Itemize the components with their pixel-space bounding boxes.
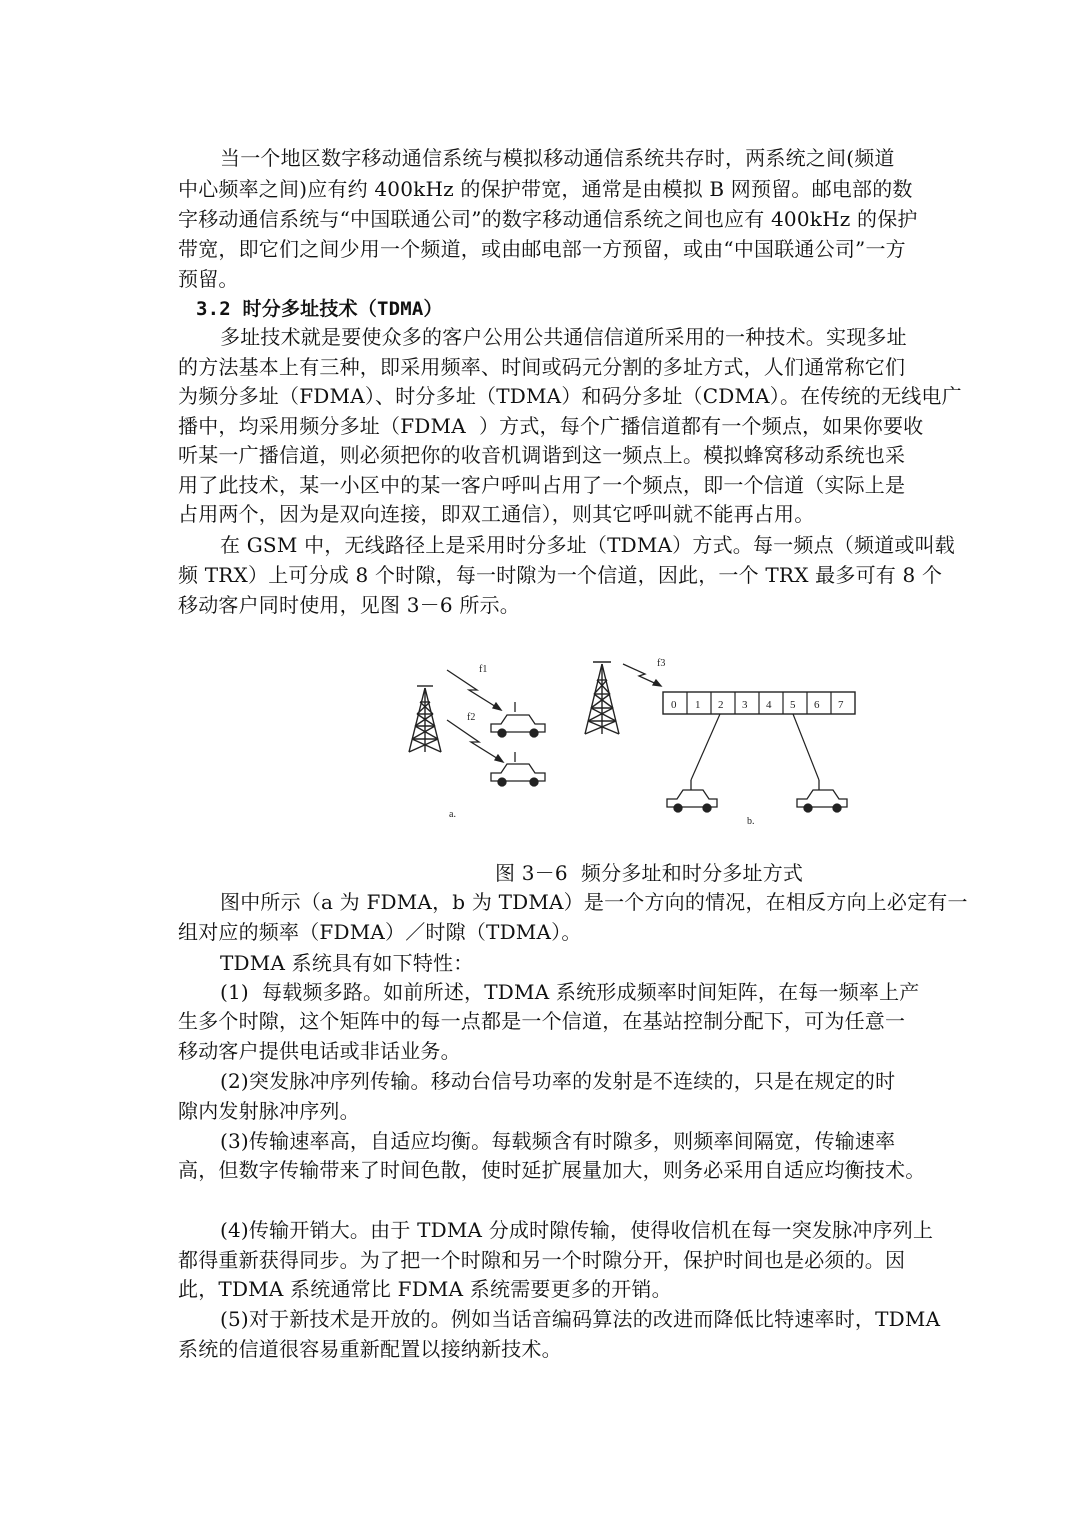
time-slot-frame bbox=[663, 692, 855, 714]
item3-line-2: 高，但数字传输带来了时间色散，使时延扩展量加大，则务必采用自适应均衡技术。 bbox=[178, 1158, 926, 1182]
slot-4: 4 bbox=[766, 699, 772, 711]
slot-7: 7 bbox=[838, 699, 844, 711]
p2-line-5: 听某一广播信道，则必须把你的收音机调谐到这一频点上。模拟蜂窝移动系统也采 bbox=[178, 443, 906, 467]
p1-line-5: 预留。 bbox=[178, 267, 239, 291]
p5-line-1: TDMA 系统具有如下特性： bbox=[220, 951, 474, 975]
item1-line-3: 移动客户提供电话或非话业务。 bbox=[178, 1039, 461, 1063]
slot-6: 6 bbox=[814, 699, 820, 711]
item5-line-1: (5)对于新技术是开放的。例如当话音编码算法的改进而降低比特速率时，TDMA bbox=[220, 1307, 941, 1331]
tower-b-icon bbox=[585, 662, 619, 734]
p3-line-2: 频 TRX）上可分成 8 个时隙，每一时隙为一个信道，因此，一个 TRX 最多可有 8 个 bbox=[178, 563, 943, 587]
p2-line-2: 的方法基本上有三种，即采用频率、时间或码元分割的多址方式，人们通常称它们 bbox=[178, 355, 906, 379]
section-heading: 3.2 时分多址技术（TDMA） bbox=[196, 298, 443, 320]
item1-line-1: (1) 每载频多路。如前所述，TDMA 系统形成频率时间矩阵，在每一频率上产 bbox=[220, 980, 920, 1004]
f2-label: f2 bbox=[467, 712, 476, 723]
item4-line-2: 都得重新获得同步。为了把一个时隙和另一个时隙分开，保护时间也是必须的。因 bbox=[178, 1248, 906, 1272]
fdma-tdma-figure bbox=[395, 652, 865, 837]
figure-caption: 图 3－6 频分多址和时分多址方式 bbox=[495, 861, 804, 885]
car-b2-icon bbox=[797, 780, 847, 812]
p2-line-1: 多址技术就是要使众多的客户公用公共通信信道所采用的一种技术。实现多址 bbox=[220, 325, 907, 349]
f1-label: f1 bbox=[479, 664, 488, 675]
slot-5: 5 bbox=[790, 699, 796, 711]
slot-0: 0 bbox=[671, 699, 677, 711]
item4-line-1: (4)传输开销大。由于 TDMA 分成时隙传输，使得收信机在每一突发脉冲序列上 bbox=[220, 1218, 934, 1242]
label-b: b. bbox=[747, 816, 755, 827]
item2-line-1: (2)突发脉冲序列传输。移动台信号功率的发射是不连续的，只是在规定的时 bbox=[220, 1069, 896, 1093]
car-b1-icon bbox=[667, 780, 717, 812]
item4-line-3: 此，TDMA 系统通常比 FDMA 系统需要更多的开销。 bbox=[178, 1277, 672, 1301]
label-a: a. bbox=[449, 809, 456, 820]
item1-line-2: 生多个时隙，这个矩阵中的每一点都是一个信道，在基站控制分配下，可为任意一 bbox=[178, 1009, 906, 1033]
slot-1: 1 bbox=[695, 699, 701, 711]
p1-line-3: 字移动通信系统与“中国联通公司”的数字移动通信系统之间也应有 400kHz 的保护 bbox=[178, 207, 918, 231]
slot-3: 3 bbox=[742, 699, 748, 711]
p3-line-3: 移动客户同时使用，见图 3－6 所示。 bbox=[178, 593, 520, 617]
p1-line-2: 中心频率之间)应有约 400kHz 的保护带宽，通常是由模拟 B 网预留。邮电部的数 bbox=[178, 177, 913, 201]
tower-a-icon bbox=[409, 686, 441, 752]
f3-label: f3 bbox=[657, 658, 666, 669]
item2-line-2: 隙内发射脉冲序列。 bbox=[178, 1099, 360, 1123]
p2-line-7: 占用两个，因为是双向连接，即双工通信），则其它呼叫就不能再占用。 bbox=[178, 502, 815, 526]
signal-f1-icon bbox=[447, 670, 501, 710]
p3-line-1: 在 GSM 中，无线路径上是采用时分多址（TDMA）方式。每一频点（频道或叫载 bbox=[220, 533, 955, 557]
p2-line-4: 播中，均采用频分多址（FDMA ）方式，每个广播信道都有一个频点，如果你要收 bbox=[178, 414, 924, 438]
p2-line-3: 为频分多址（FDMA）、时分多址（TDMA）和码分多址（CDMA）。在传统的无线电广 bbox=[178, 384, 962, 408]
signal-f3-icon bbox=[623, 664, 661, 686]
p1-line-4: 带宽，即它们之间少用一个频道，或由邮电部一方预留，或由“中国联通公司”一方 bbox=[178, 237, 906, 261]
p4-line-1: 图中所示（a 为 FDMA，b 为 TDMA）是一个方向的情况，在相反方向上必定有一 bbox=[220, 890, 968, 914]
p2-line-6: 用了此技术，某一小区中的某一客户呼叫占用了一个频点，即一个信道（实际上是 bbox=[178, 473, 906, 497]
p1-line-1: 当一个地区数字移动通信系统与模拟移动通信系统共存时，两系统之间(频道 bbox=[220, 146, 895, 170]
item3-line-1: (3)传输速率高，自适应均衡。每载频含有时隙多，则频率间隔宽，传输速率 bbox=[220, 1129, 896, 1153]
slot-connectors bbox=[691, 714, 819, 780]
p4-line-2: 组对应的频率（FDMA）／时隙（TDMA）。 bbox=[178, 920, 582, 944]
item5-line-2: 系统的信道很容易重新配置以接纳新技术。 bbox=[178, 1337, 562, 1361]
slot-2: 2 bbox=[718, 699, 724, 711]
